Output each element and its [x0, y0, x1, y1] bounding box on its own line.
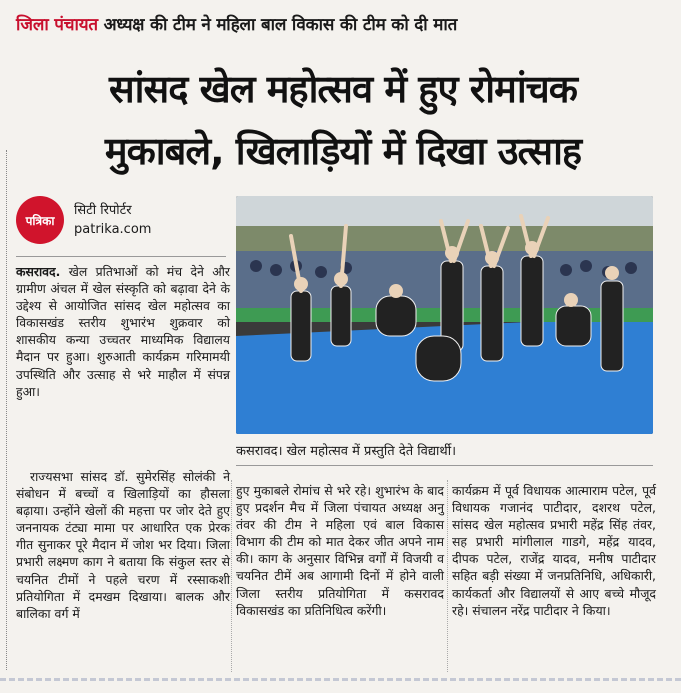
byline-divider [16, 256, 226, 257]
performance-photo-illustration [236, 196, 653, 434]
article-paragraph-2: राज्यसभा सांसद डॉ. सुमेरसिंह सोलंकी ने संबोधन में बच्चों व खिलाड़ियों का हौसला बढ़ाया। उन्होंने खेलों की महत्ता पर जोर देते हुए जननायक टंट्या मामा पर आधारित एक प्रेरक गीत सुनाकर पूरे मैदान में जोश भर दिया। जिला प्रभारी लक्ष्मण काग ने बताया कि संकुल स्तर से चयनित टीमों ने पहले चरण में रस्साकशी प्रतियोगिता में दमखम दिखाया। बालक और बालिका वर्ग में [16, 469, 230, 621]
byline [16, 196, 226, 246]
headline-line-2: मुकाबले, खिलाड़ियों में दिखा उत्साह [104, 129, 582, 173]
patrika-logo [16, 196, 64, 244]
kicker-text: अध्यक्ष की टीम ने महिला बाल विकास की टीम को दी मात [103, 15, 458, 35]
article-paragraph-3: हुए मुकाबले रोमांच से भरे रहे। शुभारंभ के बाद हुए प्रदर्शन मैच में जिला पंचायत अध्यक्ष अनु तंवर की टीम ने महिला एवं बाल विकास विभाग की टीम को मात देकर जीत अपने नाम की। काग के अनुसार विभिन्न वर्गों में विजयी व चयनित टीमें अब आगामी दिनों में होने वाली जिला स्तरीय प्रतियोगिता में कसरावद विकासखंड का प्रतिनिधित्व करेंगी। [236, 483, 444, 618]
column-divider-2 [447, 480, 448, 672]
reporter-name: सिटी रिपोर्टर [74, 203, 132, 218]
website-link[interactable]: patrika.com [74, 222, 152, 237]
news-photo [236, 196, 653, 434]
column-divider-1 [231, 480, 232, 672]
article-column-1-top [16, 263, 230, 400]
article-paragraph-4: कार्यक्रम में पूर्व विधायक आत्माराम पटेल, पूर्व विधायक गजानंद पाटीदार, दशरथ पटेल, सांसद खेल महोत्सव प्रभारी महेंद्र सिंह तंवर, सह प्रभारी मांगीलाल गाडगे, महेंद्र यादव, दीपक पटेल, राजेंद्र यादव, मनीष पाटीदार सहित बड़ी संख्या में जनप्रतिनिधि, अधिकारी, कार्यकर्ता और विद्यालयों से आए बच्चे मौजूद रहे। संचालन नरेंद्र पाटीदार ने किया। [452, 483, 656, 618]
logo-text: पत्रिका [25, 213, 55, 228]
kicker-line [16, 12, 666, 35]
article-column-1-bottom [16, 468, 230, 622]
article-column-3 [452, 482, 656, 619]
photo-caption: कसरावद। खेल महोत्सव में प्रस्तुति देते विद्यार्थी। [236, 441, 653, 466]
kicker-highlight: जिला पंचायत [16, 15, 98, 35]
dateline: कसरावद. [16, 264, 61, 279]
article-paragraph-1: खेल प्रतिभाओं को मंच देने और ग्रामीण अंचल में खेल संस्कृति को बढ़ावा देने के उद्देश्य से आयोजित सांसद खेल महोत्सव का विकासखंड स्तरीय शुभारंभ शुक्रवार को शासकीय कन्या उच्चतर माध्यमिक विद्यालय मैदान पर हुआ। शुरुआती कार्यक्रम गरिमामयी उपस्थिति और उत्साह से भरे माहौल में संपन्न हुआ। [16, 264, 230, 399]
headline-line-1: सांसद खेल महोत्सव में हुए रोमांचक [108, 67, 577, 111]
adjacent-column-edge [0, 150, 7, 670]
article-column-2 [236, 482, 444, 619]
page-bottom-edge [0, 678, 681, 681]
